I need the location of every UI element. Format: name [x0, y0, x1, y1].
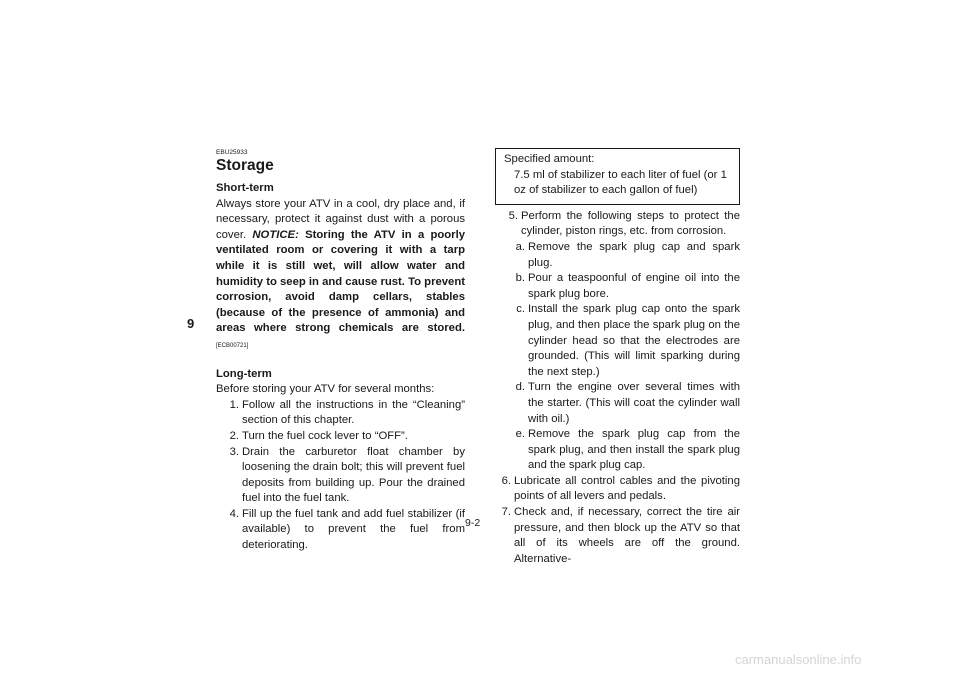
step-number: 7. [501, 506, 511, 519]
sub-list-item [495, 302, 740, 380]
step-text: Check and, if necessary, correct the tire air pressure, and then block up the ATV so that all of its wheels are off the ground. Alternative- [514, 506, 740, 565]
list-item [216, 445, 465, 507]
spec-value: 7.5 ml of stabilizer to each liter of fuel (or 1 oz of stabilizer to each gallon of fuel) [514, 168, 727, 197]
substep-text: Remove the spark plug cap from the spark plug, and then install the spark plug and the spark plug cap. [528, 428, 740, 472]
substep-text: Pour a teaspoonful of engine oil into the spark plug bore. [528, 272, 740, 300]
notice-label: NOTICE: [252, 228, 299, 241]
substep-letter: e. [515, 428, 525, 441]
substep-text: Turn the engine over several times with the starter. (This will coat the cylinder wall with oil.) [528, 381, 740, 425]
list-item [495, 209, 740, 240]
short-term-heading: Short-term [216, 182, 274, 194]
short-term-text: Always store your ATV in a cool, dry place and, if necessary, protect it against dust with a porous cover. [216, 197, 465, 241]
section-title: Storage [216, 157, 274, 174]
list-item [216, 398, 465, 429]
step-number: 3. [229, 445, 239, 458]
step-text: Turn the fuel cock lever to “OFF”. [242, 429, 408, 442]
step-number: 5. [508, 209, 518, 222]
spec-box [495, 148, 740, 205]
step-number: 2. [229, 429, 239, 442]
short-term-paragraph [216, 197, 465, 355]
notice-code: [ECB00721] [216, 342, 249, 349]
notice-text: Storing the ATV in a poorly ventilated room or covering it with a tarp while it is still wet, will allow water and humidity to seep in and cause rust. To prevent corrosion, avoid damp cellars, stables (because of the presence of ammonia) and areas where strong chemicals are stored. [216, 228, 465, 335]
substep-text: Install the spark plug cap onto the spark plug, and then place the spark plug on the cylinder head so that the electrodes are grounded. (This will limit sparking during the next step.) [528, 303, 740, 378]
step-text: Perform the following steps to protect the cylinder, piston rings, etc. from corrosion. [521, 209, 740, 238]
sub-list-item [495, 427, 740, 474]
list-item [495, 505, 740, 567]
sub-list-item [495, 271, 740, 302]
section-code: EBU25933 [216, 149, 248, 156]
right-column [495, 148, 740, 567]
watermark: carmanualsonline.info [735, 652, 862, 667]
chapter-number: 9 [187, 316, 195, 331]
substep-letter: c. [516, 303, 525, 316]
long-term-heading: Long-term [216, 367, 272, 380]
step-number: 1. [229, 398, 239, 411]
substep-letter: a. [515, 240, 525, 253]
chapter-tab [183, 292, 207, 352]
sub-list-item [495, 240, 740, 271]
spec-label: Specified amount: [504, 153, 595, 165]
substep-letter: d. [515, 381, 525, 394]
step-text: Fill up the fuel tank and add fuel stabilizer (if available) to prevent the fuel from deteriorating. [242, 507, 465, 552]
page-number: 9-2 [465, 517, 481, 529]
long-term-intro: Before storing your ATV for several months: [216, 383, 435, 396]
step-number: 6. [501, 474, 511, 487]
left-column [216, 148, 465, 554]
list-item [216, 507, 465, 554]
list-item [495, 474, 740, 505]
step-text: Follow all the instructions in the “Cleaning” section of this chapter. [242, 398, 465, 427]
substep-letter: b. [515, 272, 525, 285]
step-number: 4. [229, 507, 239, 520]
sub-list-item [495, 380, 740, 427]
substep-text: Remove the spark plug cap and spark plug. [528, 240, 740, 269]
step-text: Lubricate all control cables and the pivoting points of all levers and pedals. [514, 474, 740, 503]
list-item [216, 429, 465, 445]
step-text: Drain the carburetor float chamber by loosening the drain bolt; this will prevent fuel deposits from building up. Pour the drained fuel into the fuel tank. [242, 445, 465, 505]
